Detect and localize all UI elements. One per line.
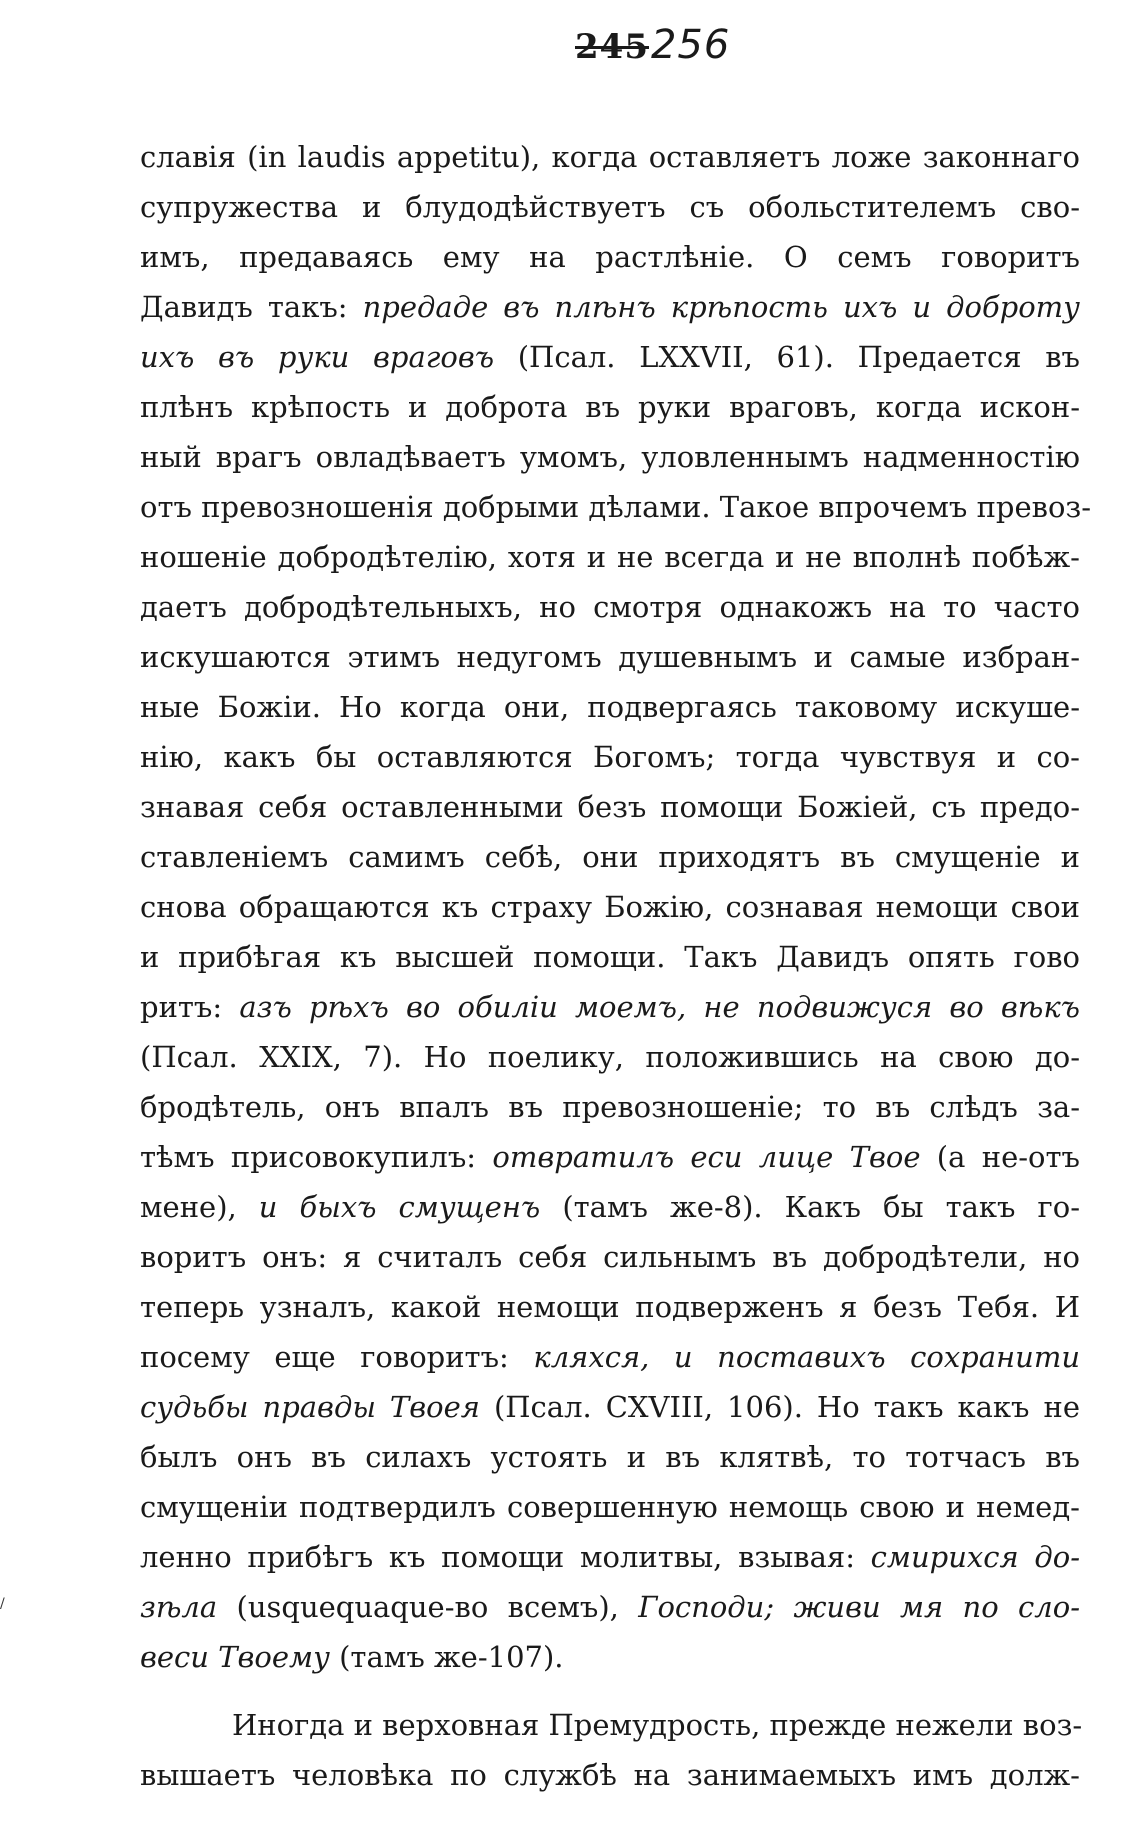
quotation-italic: азъ рѣхъ во обиліи моемъ, не подвижуся во вѣкъ <box>239 990 1080 1024</box>
text-line <box>140 682 1080 732</box>
quotation-italic: и быхъ смущенъ <box>258 1190 541 1224</box>
text-run: и прибѣгая къ высшей помощи. Такъ Давидъ опять гово <box>140 940 1080 974</box>
text-line <box>140 1582 1080 1632</box>
text-run: Давидъ такъ: <box>140 290 363 324</box>
text-run: супружества и блудодѣйствуетъ съ обольстителемъ сво- <box>140 190 1080 224</box>
text-line <box>140 1232 1080 1282</box>
text-line <box>140 1482 1080 1532</box>
text-line <box>140 132 1080 182</box>
paragraph-1 <box>140 132 1092 1682</box>
quotation-italic: Господи; живи мя по сло- <box>638 1590 1080 1624</box>
text-line <box>140 1382 1080 1432</box>
text-run: ритъ: <box>140 990 240 1024</box>
text-line <box>140 1082 1080 1132</box>
text-run: (Псал. LXXVII, 61). Предается въ <box>494 340 1080 374</box>
quotation-italic: веси Твоему <box>140 1640 330 1674</box>
quotation-italic: кляхся, и поставихъ сохранити <box>533 1340 1080 1374</box>
text-line <box>140 1332 1080 1382</box>
text-run: нію, какъ бы оставляются Богомъ; тогда чувствуя и со- <box>140 740 1080 774</box>
text-run: ленно прибѣгъ къ помощи молитвы, взывая: <box>140 1540 871 1574</box>
text-line <box>140 732 1080 782</box>
quotation-italic: ихъ въ руки враговъ <box>140 340 495 374</box>
text-line <box>140 982 1080 1032</box>
text-run: (Псал. CXVIII, 106). Но такъ какъ не <box>479 1390 1080 1424</box>
text-run: имъ, предаваясь ему на растлѣніе. О семъ говоритъ <box>140 240 1080 274</box>
text-run: былъ онъ въ силахъ устоять и въ клятвѣ, то тотчасъ въ <box>140 1440 1080 1474</box>
quotation-italic: предаде въ плѣнъ крѣпость ихъ и доброту <box>362 290 1080 324</box>
text-run: ношеніе добродѣтелію, хотя и не всегда и не вполнѣ побѣж- <box>140 540 1080 574</box>
text-line <box>140 332 1080 382</box>
text-line <box>140 1182 1080 1232</box>
page-number-handwritten: 256 <box>650 22 731 68</box>
edge-mark: / <box>0 1596 5 1612</box>
text-run: знавая себя оставленными безъ помощи Божіей, съ предо- <box>140 790 1080 824</box>
text-run: (Псал. XXIX, 7). Но поелику, положившись на свою до- <box>140 1040 1080 1074</box>
quotation-italic: отвратилъ еси лице Твое <box>492 1140 921 1174</box>
text-run: (а не-отъ <box>920 1140 1080 1174</box>
text-line <box>140 782 1080 832</box>
text-line <box>140 882 1080 932</box>
text-run: (тамъ же-107). <box>329 1640 564 1674</box>
page-number <box>575 22 730 68</box>
quotation-italic: судьбы правды Твоея <box>140 1390 480 1424</box>
text-run: воритъ онъ: я считалъ себя сильнымъ въ добродѣтели, но <box>140 1240 1080 1274</box>
text-run: плѣнъ крѣпость и доброта въ руки враговъ, когда искон- <box>140 390 1080 424</box>
text-line <box>140 1282 1080 1332</box>
text-run: тѣмъ присовокупилъ: <box>140 1140 493 1174</box>
text-run: (usquequaque-во всемъ), <box>217 1590 639 1624</box>
body-text <box>140 132 1092 1800</box>
text-run: снова обращаются къ страху Божію, сознавая немощи свои <box>140 890 1080 924</box>
text-line: вышаетъ человѣка по службѣ на занимаемыхъ имъ долж- <box>140 1758 1080 1792</box>
text-run: смущеніи подтвердилъ совершенную немощь свою и немед- <box>140 1490 1080 1524</box>
text-run: посему еще говоритъ: <box>140 1340 534 1374</box>
text-line <box>140 182 1080 232</box>
text-run: ные Божіи. Но когда они, подвергаясь таковому искуше- <box>140 690 1080 724</box>
text-run: славія (in laudis appetitu), когда оставляетъ ложе законнаго <box>140 140 1080 174</box>
paragraph-gap <box>140 1682 1080 1700</box>
text-line <box>140 1032 1080 1082</box>
text-run: даетъ добродѣтельныхъ, но смотря однакожъ на то часто <box>140 590 1080 624</box>
text-line <box>140 432 1080 482</box>
text-run: отъ превозношенія добрыми дѣлами. Такое впрочемъ превоз- <box>140 490 1092 524</box>
text-line <box>140 832 1080 882</box>
text-run: теперь узналъ, какой немощи подверженъ я безъ Тебя. И <box>140 1290 1080 1324</box>
text-run: мене), <box>140 1190 259 1224</box>
quotation-italic: зѣла <box>140 1590 218 1624</box>
text-line <box>140 282 1080 332</box>
text-line <box>140 582 1080 632</box>
text-run: бродѣтель, онъ впалъ въ превозношеніе; то въ слѣдъ за- <box>140 1090 1080 1124</box>
text-line <box>140 1532 1080 1582</box>
text-run: ставленіемъ самимъ себѣ, они приходятъ въ смущеніе и <box>140 840 1080 874</box>
text-line <box>140 532 1080 582</box>
text-line <box>140 1632 1080 1682</box>
text-run: ный врагъ овладѣваетъ умомъ, уловленнымъ надменностію <box>140 440 1080 474</box>
text-run: искушаются этимъ недугомъ душевнымъ и самые избран- <box>140 640 1080 674</box>
text-line <box>140 1432 1080 1482</box>
page-number-struck: 245 <box>575 27 649 67</box>
text-run: (тамъ же-8). Какъ бы такъ го- <box>540 1190 1080 1224</box>
quotation-italic: смирихся до- <box>870 1540 1081 1574</box>
text-line <box>140 232 1080 282</box>
text-line <box>140 482 1092 532</box>
text-line <box>140 632 1080 682</box>
paragraph-2 <box>140 1700 1083 1800</box>
text-line <box>140 382 1080 432</box>
text-line <box>140 932 1080 982</box>
text-line <box>140 1132 1080 1182</box>
text-line: Иногда и верховная Премудрость, прежде нежели воз- <box>232 1708 1083 1742</box>
